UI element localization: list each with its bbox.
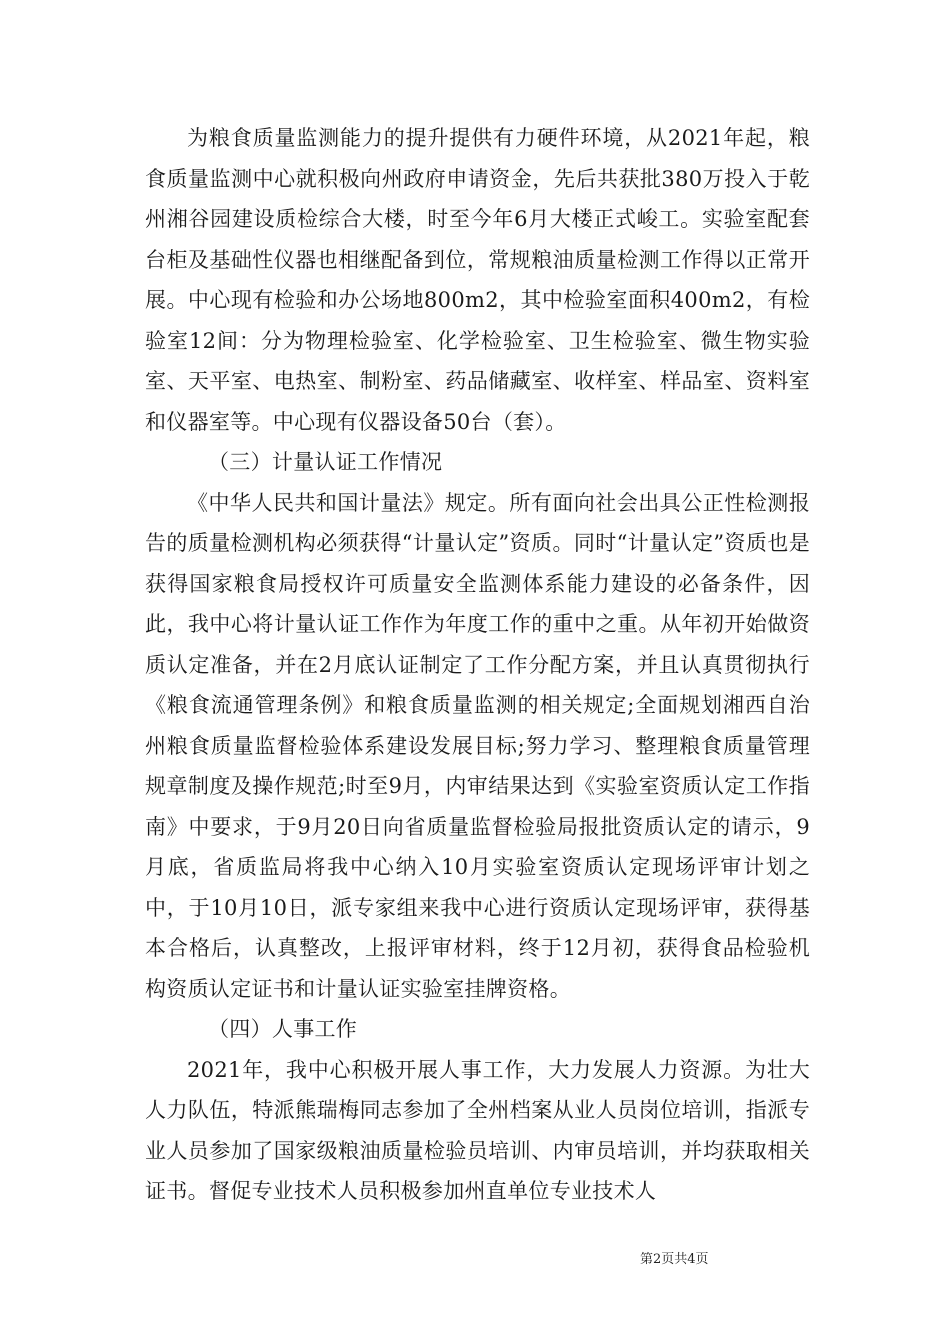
paragraph-personnel: 2021年，我中心积极开展人事工作，大力发展人力资源。为壮大人力队伍，特派熊瑞梅同志参加了全州档案从业人员岗位培训，指派专业人员参加了国家级粮油质量检验员培训、内审员培训，并均获取相关证书。督促专业技术人员积极参加州直单位专业技术人: [145, 1057, 810, 1203]
document-body: [145, 118, 810, 1212]
section-heading-personnel: （四）人事工作: [208, 1017, 358, 1041]
page-number-footer: 第2页共4页: [640, 1252, 709, 1267]
section-heading-metrology: （三）计量认证工作情况: [208, 450, 443, 474]
paragraph-metrology: 《中华人民共和国计量法》规定。所有面向社会出具公正性检测报告的质量检测机构必须获得“计量认定”资质。同时“计量认定”资质也是获得国家粮食局授权许可质量安全监测体系能力建设的必备条件，因此，我中心将计量认证工作作为年度工作的重中之重。从年初开始做资质认定准备，并在2月底认证制定了工作分配方案，并且认真贯彻执行《粮食流通管理条例》和粮食质量监测的相关规定;全面规划湘西自治州粮食质量监督检验体系建设发展目标;努力学习、整理粮食质量管理规章制度及操作规范;时至9月，内审结果达到《实验室资质认定工作指南》中要求，于9月20日向省质量监督检验局报批资质认定的请示，9月底，省质监局将我中心纳入10月实验室资质认定现场评审计划之中，于10月10日，派专家组来我中心进行资质认定现场评审，获得基本合格后，认真整改，上报评审材料，终于12月初，获得食品检验机构资质认定证书和计量认证实验室挂牌资格。: [145, 490, 810, 1001]
paragraph-facilities: 为粮食质量监测能力的提升提供有力硬件环境，从2021年起，粮食质量监测中心就积极向州政府申请资金，先后共获批380万投入于乾州湘谷园建设质检综合大楼，时至今年6月大楼正式峻工。实验室配套台柜及基础性仪器也相继配备到位，常规粮油质量检测工作得以正常开展。中心现有检验和办公场地800m2，其中检验室面积400m2，有检验室12间：分为物理检验室、化学检验室、卫生检验室、微生物实验室、天平室、电热室、制粉室、药品储藏室、收样室、样品室、资料室和仪器室等。中心现有仪器设备50台（套）。: [145, 126, 810, 434]
